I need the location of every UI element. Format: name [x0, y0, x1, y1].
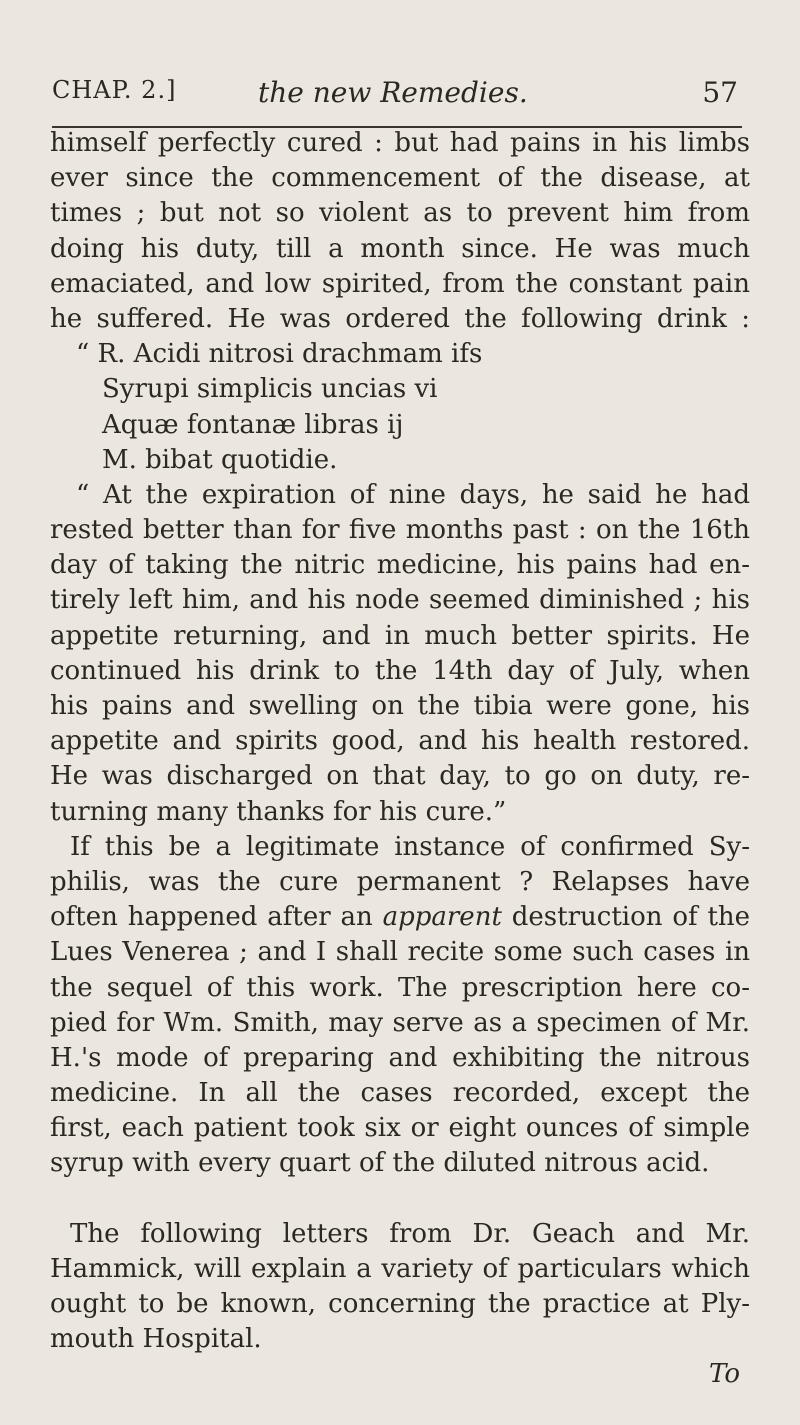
text-line: times ; but not so violent as to prevent him from — [50, 198, 750, 229]
text-line: The following letters from Dr. Geach and Mr. — [70, 1218, 750, 1249]
text-line: the sequel of this work. The prescription here co- — [50, 972, 750, 1003]
text-segment: often happened after an — [50, 902, 373, 933]
page-number: 57 — [702, 76, 738, 109]
chapter-label: CHAP. 2.] — [52, 76, 177, 104]
text-line: he suffered. He was ordered the following drink : — [50, 303, 750, 334]
prescription-line: “ R. Acidi nitrosi drachmam ifs — [76, 339, 483, 370]
prescription-line: Aquæ fontanæ libras ij — [102, 409, 404, 440]
text-line: turning many thanks for his cure.” — [50, 796, 507, 827]
text-line: day of taking the nitric medicine, his pains had en- — [50, 550, 750, 581]
text-line: mouth Hospital. — [50, 1324, 262, 1355]
text-line: “ At the expiration of nine days, he said he had — [76, 479, 750, 510]
paragraph-4 — [50, 1217, 750, 1358]
prescription-line: M. bibat quotidie. — [102, 444, 338, 475]
text-line: ought to be known, concerning the practice at Ply- — [50, 1289, 750, 1319]
text-line: tirely left him, and his node seemed diminished ; his — [50, 585, 750, 616]
text-line: continued his drink to the 14th day of July, when — [50, 655, 750, 686]
text-line: Lues Venerea ; and I shall recite some such cases in — [50, 937, 750, 968]
text-line: first, each patient took six or eight ounces of simple — [50, 1113, 750, 1144]
text-line: If this be a legitimate instance of confirmed Sy- — [70, 831, 750, 862]
running-title: the new Remedies. — [258, 76, 528, 109]
prescription — [50, 337, 750, 478]
paragraph-1 — [50, 126, 750, 337]
catchword: To — [709, 1359, 740, 1390]
text-line: ever since the commencement of the disease, at — [50, 163, 750, 194]
paragraph-gap — [50, 1182, 750, 1217]
text-line: philis, was the cure permanent ? Relapses have — [50, 866, 750, 897]
text-line: emaciated, and low spirited, from the constant pain — [50, 268, 750, 299]
text-line: Hammick, will explain a variety of particulars which — [50, 1253, 750, 1284]
emphasized-word: apparent — [382, 902, 502, 933]
text-line: his pains and swelling on the tibia were gone, his — [50, 691, 750, 721]
text-line: appetite returning, and in much better spirits. He — [50, 620, 750, 651]
paragraph-3 — [50, 830, 750, 1182]
text-line: He was discharged on that day, to go on duty, re- — [50, 761, 750, 792]
page-body — [50, 126, 750, 1393]
prescription-line: Syrupi simplicis uncias vi — [102, 374, 438, 405]
page-header — [52, 76, 742, 116]
text-line: syrup with every quart of the diluted nitrous acid. — [50, 1148, 710, 1179]
text-line: pied for Wm. Smith, may serve as a specimen of Mr. — [50, 1007, 750, 1038]
text-line: H.'s mode of preparing and exhibiting the nitrous — [50, 1042, 750, 1073]
paragraph-2 — [50, 478, 750, 830]
text-line — [50, 900, 750, 935]
text-line: appetite and spirits good, and his health restored. — [50, 726, 750, 757]
text-segment: destruction of the — [511, 902, 751, 933]
text-line: himself perfectly cured : but had pains in his limbs — [50, 128, 750, 158]
text-line: medicine. In all the cases recorded, except the — [50, 1078, 750, 1109]
text-line: rested better than for five months past : on the 16th — [50, 515, 750, 546]
text-line: doing his duty, till a month since. He was much — [50, 233, 750, 264]
